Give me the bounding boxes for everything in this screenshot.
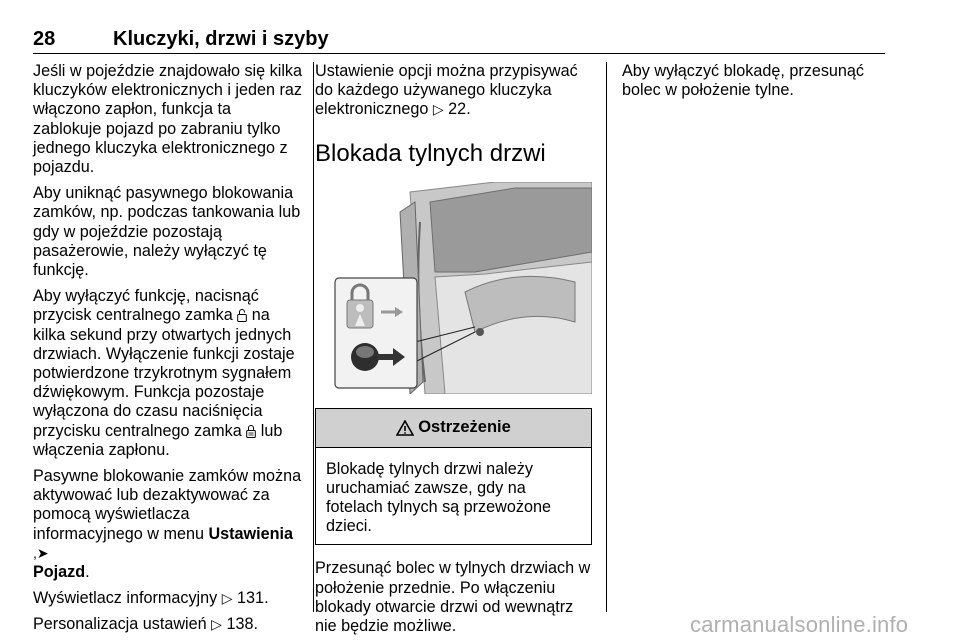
page-ref: 131 bbox=[237, 589, 265, 608]
page-ref-icon: ▷ bbox=[221, 590, 233, 607]
paragraph: Wyświetlacz informacyjny ▷ 131. bbox=[33, 589, 269, 608]
paragraph: Ustawienie opcji można przypisywać do każdego używanego kluczyka elektronicznego ▷ 22. bbox=[315, 62, 578, 119]
column-divider bbox=[606, 62, 607, 612]
page-title: Kluczyki, drzwi i szyby bbox=[113, 28, 329, 50]
paragraph: Aby uniknąć pasywnego blokowania zamków, np. podczas tankowania lub gdy w pojeździe pozostają pasażerowie, należy wyłączyć tę funkcję. bbox=[33, 184, 301, 280]
column-2 bbox=[315, 62, 595, 643]
watermark: carmanualsonline.info bbox=[690, 612, 909, 637]
paragraph: Przesunąć bolec w tylnych drzwiach w położenie przednie. Po włączeniu blokady otwarcie drzwi od wewnątrz nie będzie możliwe. bbox=[315, 559, 591, 636]
page-ref-icon: ▷ bbox=[432, 101, 444, 118]
lock-open-icon bbox=[237, 309, 247, 322]
paragraph: Aby wyłączyć funkcję, nacisnąć przycisk centralnego zamka na kilka sekund przy otwartych jednych drzwiach. Wyłączenie funkcji zostaje potwierdzone trzykrotnym sygnałem dźwiękowym. Funkcja pozostaje wyłączona do czasu naciśnięcia przycisku centralnego zamka lub włączenia zapłonu. bbox=[33, 287, 295, 459]
header-rule bbox=[33, 53, 885, 54]
section-heading: Blokada tylnych drzwi bbox=[315, 139, 546, 167]
page-ref: 138 bbox=[226, 615, 254, 634]
paragraph: Personalizacja ustawień ▷ 138. bbox=[33, 615, 258, 634]
warning-title: Ostrzeżenie bbox=[418, 418, 511, 436]
paragraph: Jeśli w pojeździe znajdowało się kilka kluczyków elektronicznych i jeden raz włączono zapłon, funkcja ta zablokuje pojazd po zabraniu tylko jednego kluczyka elektronicznego z pojazdu. bbox=[33, 62, 303, 177]
column-3 bbox=[622, 62, 892, 107]
warning-triangle-icon bbox=[396, 420, 414, 436]
child-lock-illustration bbox=[315, 182, 592, 394]
page-ref-icon: ▷ bbox=[211, 616, 222, 633]
warning-text: Blokadę tylnych drzwi należy uruchamiać zawsze, gdy na fotelach tylnych są przewożone dzieci. bbox=[326, 459, 551, 536]
page-ref: 22 bbox=[448, 100, 467, 119]
column-divider bbox=[313, 62, 314, 612]
page-header bbox=[33, 28, 885, 54]
page-number: 28 bbox=[33, 28, 56, 50]
menu-path-vehicle: Pojazd bbox=[33, 563, 86, 582]
paragraph: Aby wyłączyć blokadę, przesunąć bolec w położenie tylne. bbox=[622, 62, 865, 100]
lock-closed-icon bbox=[246, 425, 256, 438]
warning-header bbox=[316, 409, 591, 448]
warning-box bbox=[315, 408, 592, 546]
menu-arrow-icon: ,➤ bbox=[33, 544, 49, 561]
column-1 bbox=[33, 62, 303, 642]
paragraph: Pasywne blokowanie zamków można aktywować lub dezaktywować za pomocą wyświetlacza informacyjnego w menu Ustawienia,➤ Pojazd. bbox=[33, 467, 302, 582]
menu-path-settings: Ustawienia bbox=[208, 524, 294, 543]
